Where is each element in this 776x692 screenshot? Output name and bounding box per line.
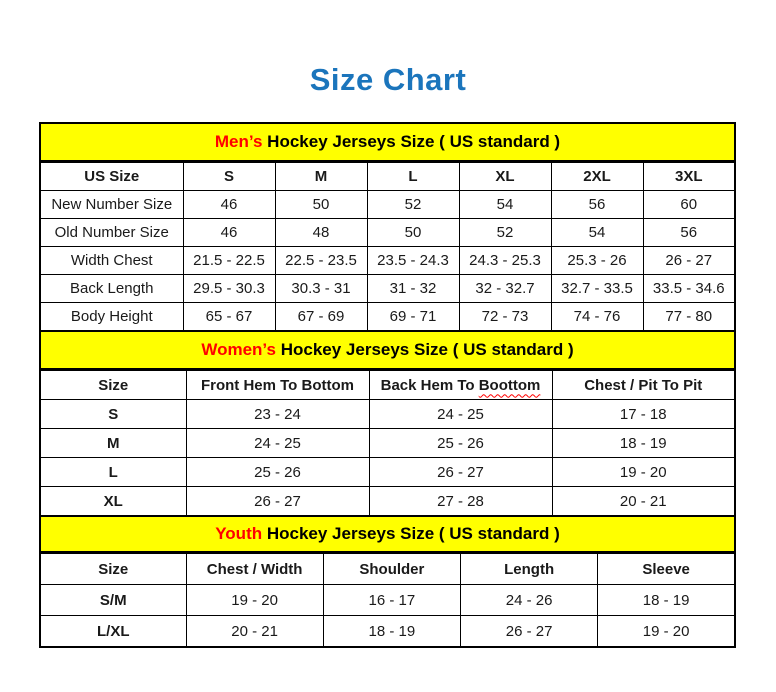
womens-value-cell: 26 - 27	[369, 458, 552, 487]
womens-column-header: Chest / Pit To Pit	[552, 371, 735, 400]
youth-value-cell: 18 - 19	[598, 585, 735, 616]
mens-value-cell: 67 - 69	[275, 303, 367, 332]
mens-value-cell: 52	[367, 191, 459, 219]
youth-column-header: Sleeve	[598, 554, 735, 585]
youth-header-row	[40, 554, 735, 585]
mens-row-label: Back Length	[40, 275, 183, 303]
womens-value-cell: 26 - 27	[186, 487, 369, 517]
youth-column-header: Size	[40, 554, 186, 585]
womens-row-label: L	[40, 458, 186, 487]
womens-column-header: Size	[40, 371, 186, 400]
womens-row-label: S	[40, 400, 186, 429]
mens-column-header: S	[183, 163, 275, 191]
mens-value-cell: 69 - 71	[367, 303, 459, 332]
mens-banner-title: Hockey Jerseys Size ( US standard )	[262, 132, 561, 151]
mens-value-cell: 77 - 80	[643, 303, 735, 332]
size-chart-tables	[39, 122, 736, 648]
womens-section	[39, 332, 736, 517]
mens-column-header: 3XL	[643, 163, 735, 191]
womens-value-cell: 20 - 21	[552, 487, 735, 517]
mens-value-cell: 21.5 - 22.5	[183, 247, 275, 275]
mens-value-cell: 74 - 76	[551, 303, 643, 332]
mens-value-cell: 32 - 32.7	[459, 275, 551, 303]
youth-value-cell: 18 - 19	[323, 616, 460, 648]
womens-value-cell: 27 - 28	[369, 487, 552, 517]
mens-value-cell: 65 - 67	[183, 303, 275, 332]
mens-value-cell: 50	[367, 219, 459, 247]
womens-column-header	[369, 371, 552, 400]
womens-value-cell: 19 - 20	[552, 458, 735, 487]
youth-value-cell: 24 - 26	[461, 585, 598, 616]
mens-value-cell: 33.5 - 34.6	[643, 275, 735, 303]
mens-data-row	[40, 303, 735, 332]
youth-row-label: L/XL	[40, 616, 186, 648]
mens-value-cell: 46	[183, 191, 275, 219]
mens-value-cell: 23.5 - 24.3	[367, 247, 459, 275]
youth-banner	[39, 517, 736, 553]
mens-row-label: Body Height	[40, 303, 183, 332]
mens-value-cell: 31 - 32	[367, 275, 459, 303]
womens-value-cell: 17 - 18	[552, 400, 735, 429]
mens-data-row	[40, 275, 735, 303]
mens-section	[39, 122, 736, 332]
mens-data-row	[40, 191, 735, 219]
youth-value-cell: 19 - 20	[598, 616, 735, 648]
youth-size-table	[39, 553, 736, 648]
youth-value-cell: 19 - 20	[186, 585, 323, 616]
mens-value-cell: 24.3 - 25.3	[459, 247, 551, 275]
mens-value-cell: 48	[275, 219, 367, 247]
womens-banner-title: Hockey Jerseys Size ( US standard )	[275, 340, 574, 359]
mens-header-row	[40, 163, 735, 191]
youth-banner-title: Hockey Jerseys Size ( US standard )	[262, 524, 560, 543]
mens-value-cell: 32.7 - 33.5	[551, 275, 643, 303]
womens-data-row	[40, 487, 735, 517]
mens-value-cell: 26 - 27	[643, 247, 735, 275]
youth-value-cell: 20 - 21	[186, 616, 323, 648]
womens-value-cell: 25 - 26	[369, 429, 552, 458]
mens-size-table	[39, 162, 736, 332]
mens-value-cell: 46	[183, 219, 275, 247]
column-header-text: Back Hem To	[380, 376, 479, 394]
misspelled-word-squiggle: Boottom	[478, 376, 541, 394]
womens-header-row	[40, 371, 735, 400]
youth-data-row	[40, 585, 735, 616]
mens-value-cell: 60	[643, 191, 735, 219]
mens-column-header: L	[367, 163, 459, 191]
mens-column-header: US Size	[40, 163, 183, 191]
youth-data-row	[40, 616, 735, 648]
mens-value-cell: 56	[551, 191, 643, 219]
mens-value-cell: 54	[551, 219, 643, 247]
mens-value-cell: 30.3 - 31	[275, 275, 367, 303]
womens-data-row	[40, 400, 735, 429]
mens-value-cell: 54	[459, 191, 551, 219]
mens-column-header: 2XL	[551, 163, 643, 191]
mens-value-cell: 52	[459, 219, 551, 247]
womens-value-cell: 18 - 19	[552, 429, 735, 458]
mens-data-row	[40, 247, 735, 275]
youth-row-label: S/M	[40, 585, 186, 616]
womens-data-row	[40, 458, 735, 487]
mens-column-header: M	[275, 163, 367, 191]
mens-value-cell: 50	[275, 191, 367, 219]
youth-value-cell: 26 - 27	[461, 616, 598, 648]
womens-value-cell: 24 - 25	[369, 400, 552, 429]
youth-column-header: Chest / Width	[186, 554, 323, 585]
womens-row-label: M	[40, 429, 186, 458]
mens-column-header: XL	[459, 163, 551, 191]
youth-column-header: Length	[461, 554, 598, 585]
youth-banner-category: Youth	[215, 524, 263, 543]
mens-row-label: New Number Size	[40, 191, 183, 219]
mens-banner-category: Men’s	[214, 132, 263, 151]
womens-column-header: Front Hem To Bottom	[186, 371, 369, 400]
mens-data-row	[40, 219, 735, 247]
mens-banner	[39, 122, 736, 162]
mens-value-cell: 29.5 - 30.3	[183, 275, 275, 303]
youth-value-cell: 16 - 17	[323, 585, 460, 616]
womens-value-cell: 23 - 24	[186, 400, 369, 429]
womens-value-cell: 24 - 25	[186, 429, 369, 458]
womens-size-table	[39, 370, 736, 517]
womens-banner	[39, 332, 736, 370]
mens-value-cell: 56	[643, 219, 735, 247]
youth-column-header: Shoulder	[323, 554, 460, 585]
womens-data-row	[40, 429, 735, 458]
womens-value-cell: 25 - 26	[186, 458, 369, 487]
womens-row-label: XL	[40, 487, 186, 517]
mens-value-cell: 72 - 73	[459, 303, 551, 332]
page-title: Size Chart	[309, 62, 467, 97]
womens-banner-category: Women’s	[201, 340, 276, 359]
mens-row-label: Width Chest	[40, 247, 183, 275]
mens-value-cell: 22.5 - 23.5	[275, 247, 367, 275]
mens-value-cell: 25.3 - 26	[551, 247, 643, 275]
youth-section	[39, 517, 736, 648]
mens-row-label: Old Number Size	[40, 219, 183, 247]
